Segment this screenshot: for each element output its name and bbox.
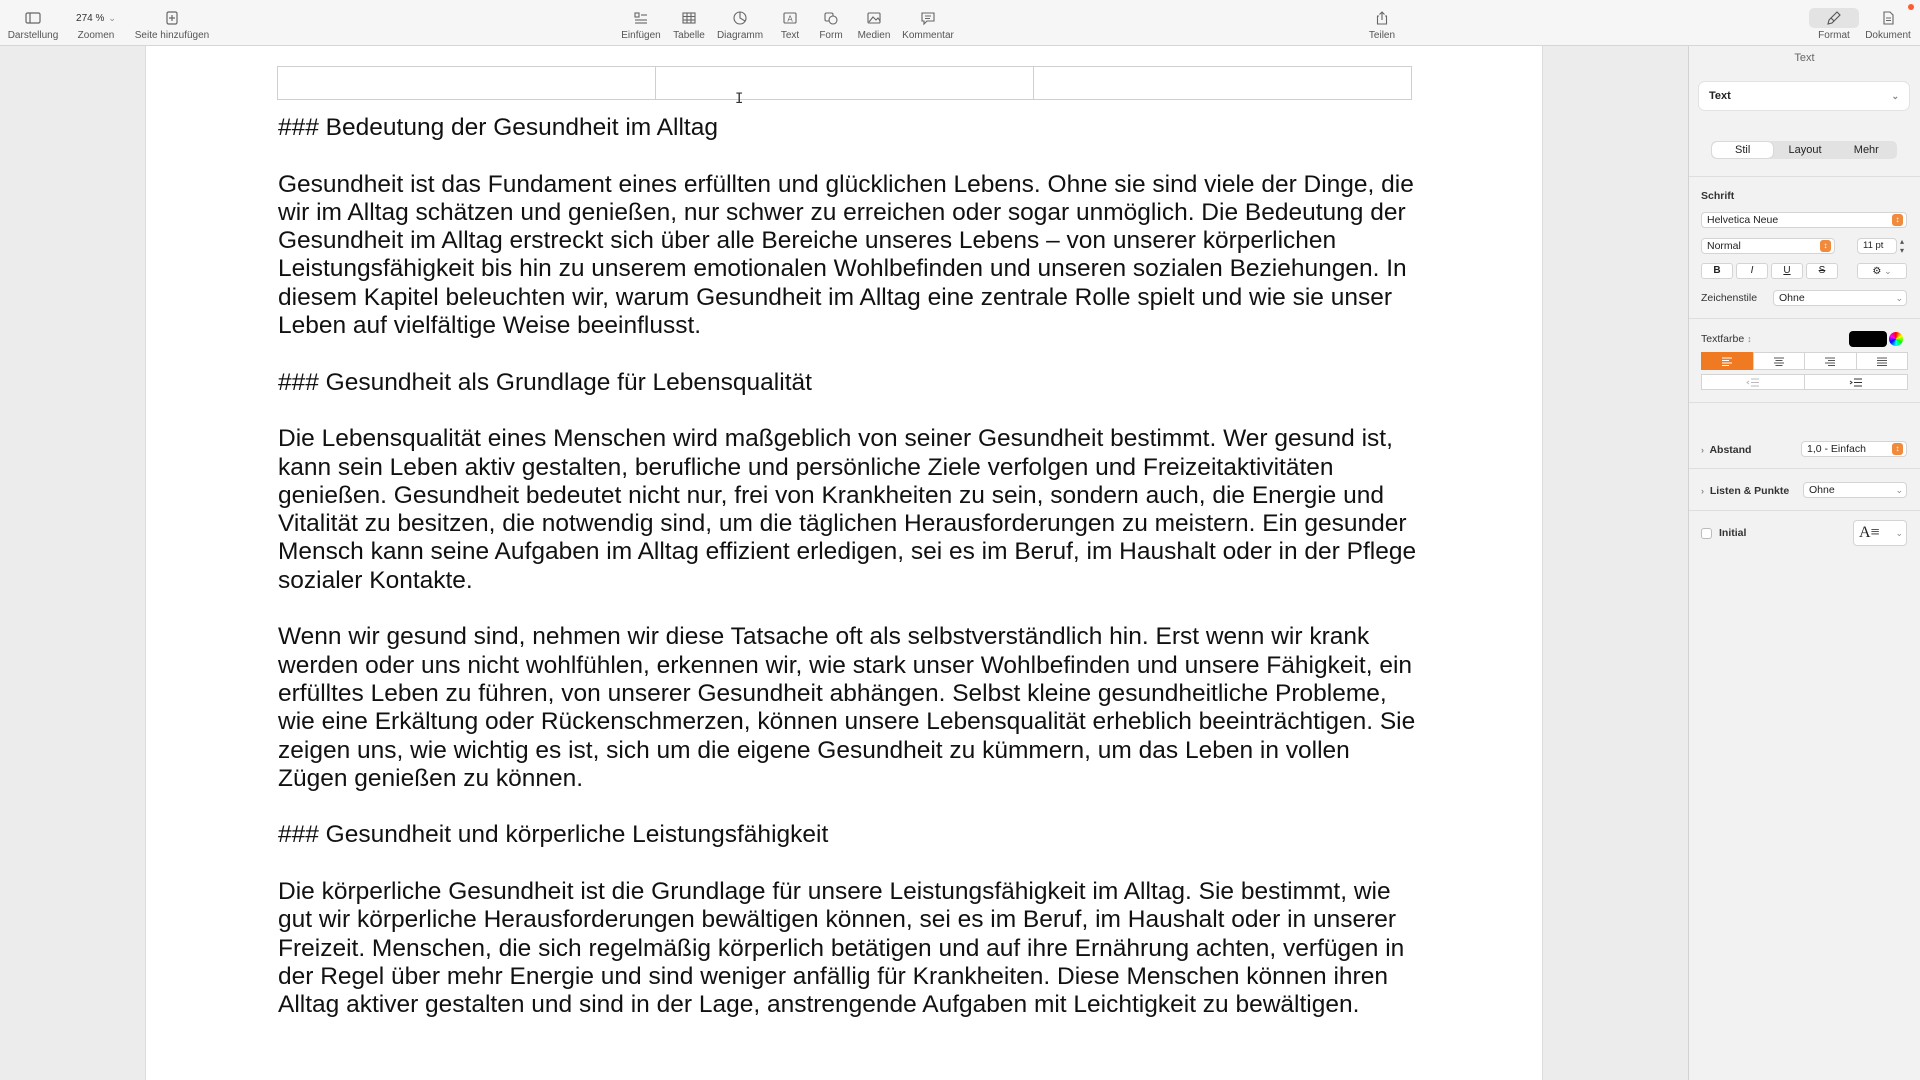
chevron-right-icon: › xyxy=(1701,445,1704,455)
format-inspector xyxy=(1688,46,1920,1080)
drop-cap-icon: A≡ xyxy=(1859,524,1880,541)
tab-style[interactable]: Stil xyxy=(1712,142,1773,158)
view-label: Darstellung xyxy=(7,30,59,41)
align-center-button[interactable] xyxy=(1753,352,1806,370)
align-center-icon xyxy=(1773,357,1785,366)
font-family-select[interactable] xyxy=(1701,212,1907,228)
stepper-icon: ↕ xyxy=(1892,214,1903,226)
divider xyxy=(1689,468,1920,469)
text-color-label[interactable] xyxy=(1701,333,1752,345)
inspector-title: Text xyxy=(1794,52,1815,64)
paragraph[interactable]: Gesundheit ist das Fundament eines erfüllten und glücklichen Lebens. Ohne sie sind viele der Dinge, die wir im Alltag schätzen und genießen, nur schwer zu erreichen oder sogar unmöglich. Die Bedeutung der Gesundheit im Alltag erstreckt sich über alle Bereiche unseres Lebens – von unserer körperlichen Leistungsfähigkeit bis hin zu unserem emotionalen Wohlbefinden und unseren sozialen Beziehungen. In diesem Kapitel beleuchten wir, warum Gesundheit im Alltag eine zentrale Rolle spielt und wie sie unser Leben auf vielfältige Weise beeinflusst. xyxy=(278,170,1414,340)
heading[interactable]: ### Gesundheit als Grundlage für Lebensqualität xyxy=(278,368,812,396)
comment-button[interactable] xyxy=(886,8,970,41)
chevron-down-icon: ⌄ xyxy=(1895,293,1903,303)
divider xyxy=(1689,318,1920,319)
alignment-buttons xyxy=(1701,352,1907,370)
header-table[interactable] xyxy=(277,66,1412,100)
lists-value: Ohne xyxy=(1809,484,1835,496)
spacing-select[interactable] xyxy=(1801,441,1907,457)
document-page[interactable] xyxy=(145,46,1543,1080)
bold-button[interactable]: B xyxy=(1701,263,1733,279)
font-family-value: Helvetica Neue xyxy=(1707,214,1779,226)
toolbar xyxy=(0,0,1920,46)
text-color-swatch[interactable] xyxy=(1849,331,1887,347)
document-icon xyxy=(1879,10,1897,26)
stepper-icon: ↕ xyxy=(1820,240,1831,252)
char-style-label: Zeichenstile xyxy=(1701,292,1758,304)
font-size-value: 11 pt xyxy=(1863,240,1884,251)
notification-dot xyxy=(1908,4,1914,10)
add-page-label: Seite hinzufügen xyxy=(134,30,210,41)
comment-icon xyxy=(919,10,937,26)
document-label: Dokument xyxy=(1865,30,1911,41)
font-section-label: Schrift xyxy=(1701,190,1735,202)
font-weight-select[interactable] xyxy=(1701,238,1835,254)
heading[interactable]: ### Gesundheit und körperliche Leistungsfähigkeit xyxy=(278,821,829,849)
add-page-icon xyxy=(163,10,181,26)
tab-more[interactable]: Mehr xyxy=(1853,144,1879,156)
char-style-value: Ohne xyxy=(1779,292,1805,304)
lists-select[interactable] xyxy=(1803,482,1907,498)
char-style-select[interactable] xyxy=(1773,290,1907,306)
paragraph-style-value: Text xyxy=(1709,90,1731,102)
share-button[interactable] xyxy=(1340,8,1424,41)
zoom-button[interactable] xyxy=(54,8,138,41)
paragraph[interactable]: Die körperliche Gesundheit ist die Grundlage für unsere Leistungsfähigkeit im Alltag. Sie bestimmt, wie gut wir körperliche Herausforderungen bewältigen können, sei es im Beruf, im Haushalt oder in unserer Freizeit. Menschen, die sich regelmäßig körperlich betätigen und auf ihre Ernährung achten, verfügen in der Regel über mehr Energie und sind weniger anfällig für Krankheiten. Diese Menschen können ihren Alltag aktiver gestalten und sind in der Lage, anstrengende Aufgaben mit Leichtigkeit zu bewältigen. xyxy=(278,878,1405,1019)
media-label: Medien xyxy=(857,30,891,41)
table-label: Tabelle xyxy=(673,30,705,41)
align-right-button[interactable] xyxy=(1804,352,1857,370)
chevron-down-icon: ⌄ xyxy=(108,12,116,23)
initial-style-select[interactable] xyxy=(1853,520,1907,546)
align-right-icon xyxy=(1824,357,1836,366)
zoom-value: 274 % xyxy=(76,12,105,24)
sidebar-icon xyxy=(24,10,42,26)
strikethrough-button[interactable]: S xyxy=(1806,263,1838,279)
insert-label: Einfügen xyxy=(621,30,661,41)
initial-checkbox[interactable] xyxy=(1701,528,1712,539)
document-body[interactable] xyxy=(278,114,1418,1048)
chevron-down-icon: ⌄ xyxy=(1895,528,1903,538)
chevron-down-icon: ⌄ xyxy=(1895,485,1903,495)
indent-buttons xyxy=(1701,374,1907,390)
indent-icon xyxy=(1849,378,1863,387)
paragraph[interactable]: Wenn wir gesund sind, nehmen wir diese Tatsache oft als selbstverständlich hin. Erst wenn wir krank werden oder uns nicht wohlfühlen, erkennen wir, wie stark unser Wohlbefinden und unsere Fähigkeit, ein erfülltes Leben zu führen, von unserer Gesundheit abhängen. Selbst kleine gesundheitliche Probleme, wie eine Erkältung oder Rückenschmerzen, können unsere Lebensqualität erheblich beeinträchtigen. Sie zeigen uns, wie wichtig es ist, sich um die eigene Gesundheit zu kümmern, um das Leben in vollen Zügen genießen zu können. xyxy=(278,623,1416,792)
table-cell[interactable] xyxy=(278,67,656,99)
divider xyxy=(1689,402,1920,403)
color-wheel-icon[interactable] xyxy=(1889,332,1903,346)
divider xyxy=(1689,176,1920,177)
table-cell[interactable] xyxy=(1034,67,1411,99)
align-left-button[interactable] xyxy=(1701,352,1754,370)
comment-label: Kommentar xyxy=(902,30,954,41)
heading[interactable]: ### Bedeutung der Gesundheit im Alltag xyxy=(278,114,718,141)
spacing-label: Abstand xyxy=(1709,444,1752,456)
font-size-stepper-icon[interactable]: ▴ ▾ xyxy=(1900,237,1905,255)
paragraph-style-dropdown[interactable] xyxy=(1699,82,1909,110)
decrease-indent-button[interactable] xyxy=(1701,374,1805,390)
format-label: Format xyxy=(1818,30,1850,41)
image-icon xyxy=(865,10,883,26)
inspector-tabs xyxy=(1711,141,1897,159)
font-size-field[interactable] xyxy=(1857,238,1897,254)
justify-icon xyxy=(1876,357,1888,366)
paragraph[interactable]: Die Lebensqualität eines Menschen wird maßgeblich von seiner Gesundheit bestimmt. Wer gesund ist, kann sein Leben aktiv gestalten, berufliche und persönliche Ziele verfolgen und Freizeitaktivitäten genießen. Gesundheit bedeutet nicht nur, frei von Krankheiten zu sein, sondern auch, die Energie und Vitalität zu besitzen, die notwendig sind, um die täglichen Herausforderungen zu meistern. Ein gesunder Mensch kann seine Aufgaben im Alltag effizient erledigen, sei es im Beruf, im Haushalt oder in der Pflege sozialer Kontakte. xyxy=(278,425,1417,594)
outdent-icon xyxy=(1746,378,1760,387)
document-button[interactable] xyxy=(1846,8,1920,41)
lists-label: Listen & Punkte xyxy=(1709,485,1790,497)
text-options-button[interactable] xyxy=(1857,263,1907,279)
gear-icon: ⚙ xyxy=(1872,266,1882,277)
increase-indent-button[interactable] xyxy=(1804,374,1908,390)
italic-button[interactable]: I xyxy=(1736,263,1768,279)
text-color-label-text: Textfarbe xyxy=(1701,333,1745,345)
spacing-value: 1,0 - Einfach xyxy=(1807,443,1866,455)
paintbrush-icon xyxy=(1825,10,1843,26)
chevron-right-icon: › xyxy=(1701,486,1704,496)
stepper-icon: ↕ xyxy=(1892,443,1903,455)
table-cell[interactable] xyxy=(656,67,1034,99)
justify-button[interactable] xyxy=(1856,352,1909,370)
align-left-icon xyxy=(1721,357,1733,366)
tab-layout[interactable]: Layout xyxy=(1788,144,1822,156)
zoom-label: Zoomen xyxy=(77,30,115,41)
add-page-button[interactable] xyxy=(130,8,214,41)
underline-button[interactable]: U xyxy=(1771,263,1803,279)
lists-section[interactable] xyxy=(1701,485,1789,497)
chevron-down-icon: ⌄ xyxy=(1884,266,1892,276)
spacing-section[interactable] xyxy=(1701,444,1751,456)
text-cursor-icon: I xyxy=(735,91,744,107)
shape-label: Form xyxy=(819,30,843,41)
share-icon xyxy=(1373,10,1391,26)
chart-label: Diagramm xyxy=(716,30,764,41)
font-weight-value: Normal xyxy=(1707,240,1741,252)
table-icon xyxy=(680,10,698,26)
divider xyxy=(1689,510,1920,511)
chevron-down-icon: ⌄ xyxy=(1891,90,1899,101)
chart-icon xyxy=(731,10,749,26)
svg-text:A: A xyxy=(787,14,793,24)
text-label: Text xyxy=(780,30,800,41)
document-canvas[interactable] xyxy=(0,46,1688,1080)
stepper-icon: ↕ xyxy=(1747,334,1752,344)
initial-label: Initial xyxy=(1719,527,1747,539)
share-label: Teilen xyxy=(1368,30,1396,41)
